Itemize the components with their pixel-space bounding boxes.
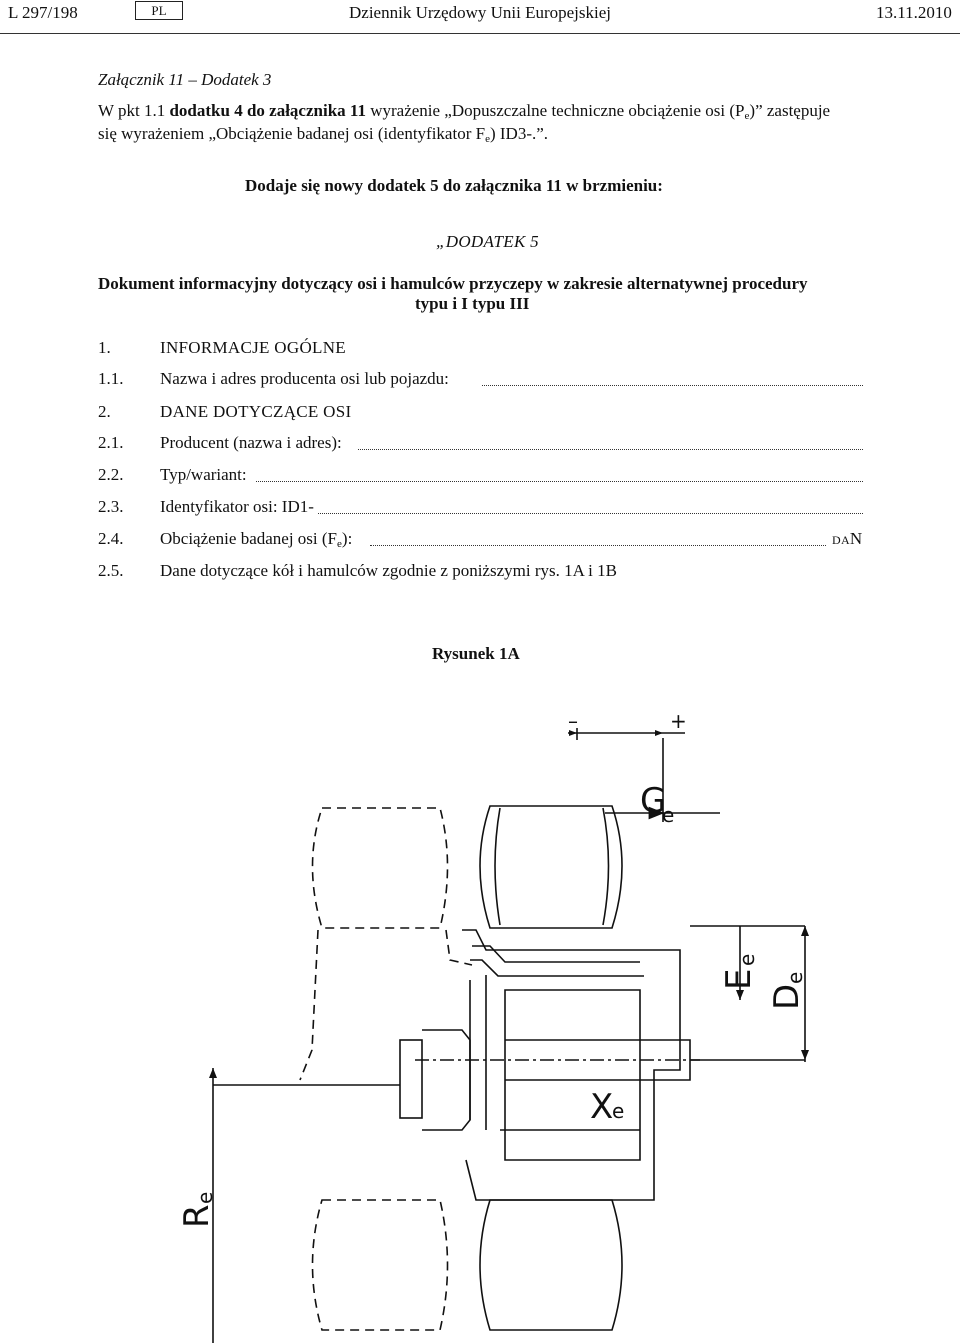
- section-number: 2.5.: [98, 561, 124, 580]
- fill-in-line: [370, 545, 826, 546]
- fill-in-line: [482, 385, 863, 386]
- re-subscript: e: [193, 1191, 217, 1204]
- ee-subscript: e: [735, 953, 759, 966]
- field-label: Typ/wariant:: [160, 465, 247, 484]
- intro-statement: Dodaje się nowy dodatek 5 do załącznika 11 w brzmieniu:: [245, 176, 663, 195]
- field-label-text: ):: [341, 529, 353, 548]
- amendment-appendix-ref: dodatku 4 do załącznika 11: [169, 101, 366, 120]
- section-number: 2.4.: [98, 529, 124, 548]
- section-heading: INFORMACJE OGÓLNE: [160, 338, 346, 357]
- section-number: 2.2.: [98, 465, 124, 484]
- field-label: Producent (nazwa i adres):: [160, 433, 342, 452]
- minus-sign: –: [568, 709, 578, 733]
- publication-date: 13.11.2010: [876, 3, 952, 22]
- subscript: e: [337, 538, 342, 550]
- figure-title: Rysunek 1A: [432, 644, 520, 663]
- amendment-text: wyrażenie „Dopuszczalne techniczne obciążenie osi (P: [370, 101, 745, 120]
- fill-in-line: [256, 481, 863, 482]
- field-label: Dane dotyczące kół i hamulców zgodnie z poniższymi rys. 1A i 1B: [160, 561, 617, 580]
- amendment-line-1: [98, 101, 830, 121]
- section-number: 2.1.: [98, 433, 124, 452]
- outer-tire-outline: [480, 806, 622, 928]
- field-label: Nazwa i adres producenta osi lub pojazdu:: [160, 369, 449, 388]
- amendment-text: ) ID3-.”.: [489, 124, 549, 143]
- field-label: [160, 529, 352, 549]
- amendment-ref: W pkt 1.1: [98, 101, 166, 120]
- ge-subscript: e: [662, 803, 675, 827]
- re-label: R: [177, 1204, 217, 1228]
- journal-title: Dziennik Urzędowy Unii Europejskiej: [349, 3, 612, 22]
- section-number: 1.1.: [98, 369, 124, 388]
- wheel-axle-drawing: [0, 690, 960, 1343]
- subscript: e: [485, 133, 490, 145]
- amendment-line-2: [98, 124, 548, 144]
- section-heading: DANE DOTYCZĄCE OSI: [160, 402, 352, 421]
- inner-tire-outline: [313, 808, 448, 928]
- fill-in-line: [358, 449, 863, 450]
- document-title-line-2: typu i I typu III: [415, 294, 530, 313]
- section-number: 1.: [98, 338, 111, 357]
- wheel-nut: [400, 1040, 422, 1118]
- unit-label: daN: [832, 529, 863, 548]
- amendment-text: się wyrażeniem „Obciążenie badanej osi (identyfikator F: [98, 124, 486, 143]
- ee-label: E: [719, 968, 759, 990]
- page-reference: L 297/198: [8, 3, 78, 22]
- section-number: 2.3.: [98, 497, 124, 516]
- amendment-text: )” zastępuje: [749, 101, 831, 120]
- section-number: 2.: [98, 402, 111, 421]
- ge-label: G: [640, 781, 667, 821]
- xe-subscript: e: [612, 1099, 625, 1123]
- amendment-heading: Załącznik 11 – Dodatek 3: [98, 70, 272, 89]
- xe-label: X: [590, 1087, 614, 1127]
- document-title-line-1: Dokument informacyjny dotyczący osi i hamulców przyczepy w zakresie alternatywnej procedury: [98, 274, 808, 293]
- field-label: Identyfikator osi: ID1-: [160, 497, 314, 516]
- de-label: D: [767, 983, 807, 1010]
- subscript: e: [744, 110, 750, 122]
- fill-in-line: [318, 513, 863, 514]
- de-subscript: e: [783, 971, 807, 984]
- appendix-label: „DODATEK 5: [436, 232, 539, 251]
- plus-sign: +: [670, 709, 687, 733]
- header-rule: [0, 33, 960, 34]
- language-badge: PL: [135, 1, 183, 20]
- field-label-text: Obciążenie badanej osi (F: [160, 529, 338, 548]
